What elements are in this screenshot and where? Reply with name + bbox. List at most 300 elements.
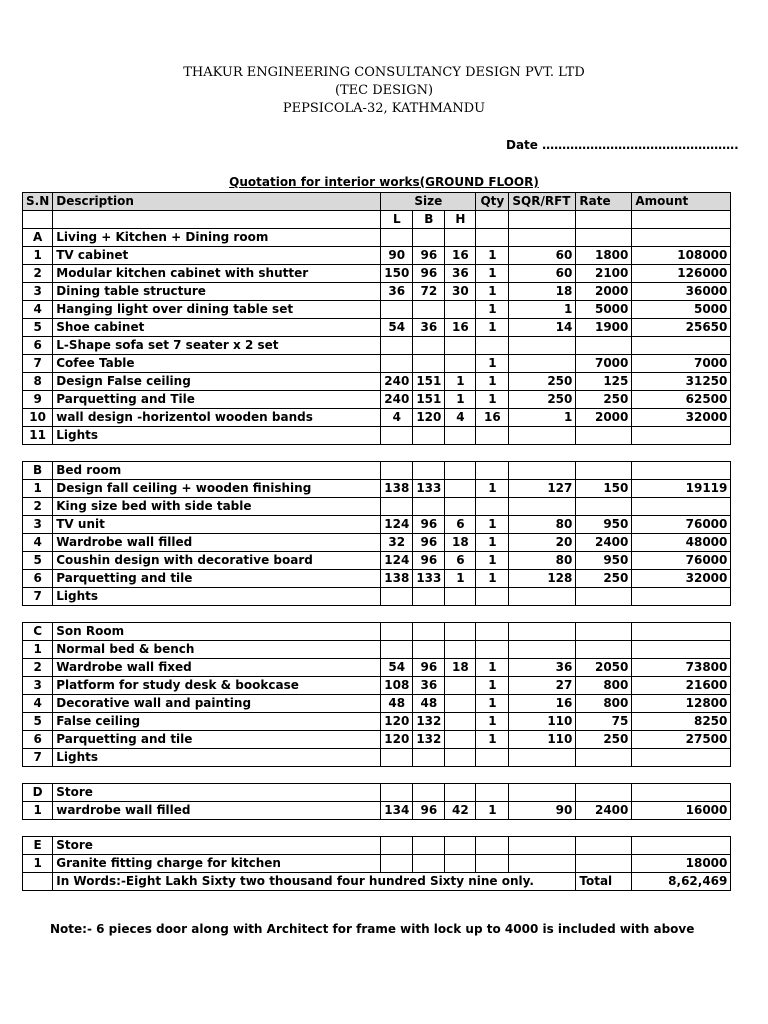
size-length [381, 301, 413, 319]
company-name: THAKUR ENGINEERING CONSULTANCY DESIGN PVT. LTD [183, 65, 585, 80]
item-description: Decorative wall and painting [53, 695, 381, 713]
total-label: Total [576, 873, 632, 891]
size-height [445, 749, 476, 767]
quantity: 1 [476, 373, 509, 391]
size-height [445, 588, 476, 606]
size-height [445, 301, 476, 319]
table-row [23, 731, 731, 749]
amount: 62500 [632, 391, 731, 409]
serial-number: 1 [23, 480, 53, 498]
amount: 18000 [632, 855, 731, 873]
amount: 12800 [632, 695, 731, 713]
table-row [23, 319, 731, 337]
rate: 950 [576, 552, 632, 570]
quantity [476, 641, 509, 659]
size-height: 1 [445, 373, 476, 391]
quantity [476, 749, 509, 767]
section-letter: A [23, 229, 53, 247]
size-length: 120 [381, 731, 413, 749]
item-description: Modular kitchen cabinet with shutter [53, 265, 381, 283]
size-breadth: 132 [413, 713, 445, 731]
quantity: 1 [476, 570, 509, 588]
amount: 32000 [632, 570, 731, 588]
table-body [23, 229, 731, 891]
size-length: 36 [381, 283, 413, 301]
item-description: Lights [53, 749, 381, 767]
table-row [23, 265, 731, 283]
size-breadth: 96 [413, 552, 445, 570]
size-height [445, 498, 476, 516]
item-description: Parquetting and Tile [53, 391, 381, 409]
size-breadth [413, 498, 445, 516]
size-height [445, 855, 476, 873]
size-length: 150 [381, 265, 413, 283]
size-height [445, 427, 476, 445]
sqr-rft: 250 [509, 373, 576, 391]
size-length: 124 [381, 516, 413, 534]
size-height [445, 713, 476, 731]
size-height: 30 [445, 283, 476, 301]
serial-number: 5 [23, 319, 53, 337]
rate: 2050 [576, 659, 632, 677]
table-row [23, 247, 731, 265]
quantity: 1 [476, 659, 509, 677]
size-height: 1 [445, 391, 476, 409]
size-breadth [413, 588, 445, 606]
spacer-row [23, 767, 731, 784]
item-description: Shoe cabinet [53, 319, 381, 337]
rate [576, 337, 632, 355]
table-row [23, 498, 731, 516]
section-title: Son Room [53, 623, 381, 641]
size-height [445, 731, 476, 749]
col-header-length: L [381, 211, 413, 229]
size-height: 6 [445, 516, 476, 534]
rate: 800 [576, 695, 632, 713]
size-breadth: 151 [413, 391, 445, 409]
size-breadth: 96 [413, 516, 445, 534]
size-length: 138 [381, 570, 413, 588]
section-letter: C [23, 623, 53, 641]
rate: 1900 [576, 319, 632, 337]
rate: 2100 [576, 265, 632, 283]
sqr-rft: 14 [509, 319, 576, 337]
size-length: 120 [381, 713, 413, 731]
amount: 108000 [632, 247, 731, 265]
quantity: 1 [476, 695, 509, 713]
amount: 73800 [632, 659, 731, 677]
item-description: Cofee Table [53, 355, 381, 373]
item-description: Design False ceiling [53, 373, 381, 391]
size-breadth: 151 [413, 373, 445, 391]
table-row [23, 409, 731, 427]
item-description: King size bed with side table [53, 498, 381, 516]
date-label: Date …………………………………………. [506, 138, 739, 152]
item-description: Coushin design with decorative board [53, 552, 381, 570]
size-length [381, 427, 413, 445]
quantity: 1 [476, 534, 509, 552]
item-description: Parquetting and tile [53, 731, 381, 749]
sqr-rft: 127 [509, 480, 576, 498]
table-row [23, 659, 731, 677]
table-row [23, 695, 731, 713]
rate: 2400 [576, 534, 632, 552]
section-title: Store [53, 784, 381, 802]
table-row [23, 355, 731, 373]
amount: 48000 [632, 534, 731, 552]
size-height: 18 [445, 659, 476, 677]
rate: 125 [576, 373, 632, 391]
amount: 31250 [632, 373, 731, 391]
col-header-sn: S.N [23, 193, 53, 211]
item-description: L-Shape sofa set 7 seater x 2 set [53, 337, 381, 355]
size-length [381, 641, 413, 659]
total-amount: 8,62,469 [632, 873, 731, 891]
sqr-rft [509, 355, 576, 373]
rate [576, 749, 632, 767]
company-address: PEPSICOLA-32, KATHMANDU [282, 101, 486, 116]
section-letter: E [23, 837, 53, 855]
table-row [23, 516, 731, 534]
section-title: Store [53, 837, 381, 855]
quantity: 1 [476, 713, 509, 731]
company-short-name: (TEC DESIGN) [334, 83, 434, 98]
size-length [381, 749, 413, 767]
amount: 76000 [632, 516, 731, 534]
rate: 2000 [576, 409, 632, 427]
size-length: 240 [381, 391, 413, 409]
rate [576, 641, 632, 659]
col-header-description: Description [53, 193, 381, 211]
amount: 25650 [632, 319, 731, 337]
spacer-row [23, 820, 731, 837]
sqr-rft: 16 [509, 695, 576, 713]
size-length: 54 [381, 659, 413, 677]
table-row [23, 427, 731, 445]
size-length: 32 [381, 534, 413, 552]
quantity: 1 [476, 802, 509, 820]
item-description: wardrobe wall filled [53, 802, 381, 820]
amount [632, 427, 731, 445]
serial-number: 6 [23, 731, 53, 749]
table-row [23, 713, 731, 731]
quantity: 1 [476, 355, 509, 373]
sqr-rft: 80 [509, 552, 576, 570]
amount: 27500 [632, 731, 731, 749]
serial-number: 6 [23, 337, 53, 355]
col-header-height: H [445, 211, 476, 229]
size-breadth: 96 [413, 265, 445, 283]
serial-number: 1 [23, 802, 53, 820]
size-height [445, 337, 476, 355]
sqr-rft [509, 588, 576, 606]
size-length: 138 [381, 480, 413, 498]
rate [576, 427, 632, 445]
size-breadth [413, 427, 445, 445]
sqr-rft: 110 [509, 713, 576, 731]
serial-number: 10 [23, 409, 53, 427]
rate: 250 [576, 391, 632, 409]
total-row [23, 873, 731, 891]
item-description: Parquetting and tile [53, 570, 381, 588]
amount: 126000 [632, 265, 731, 283]
rate [576, 855, 632, 873]
item-description: Granite fitting charge for kitchen [53, 855, 381, 873]
spacer-row [23, 606, 731, 623]
size-breadth: 48 [413, 695, 445, 713]
item-description: Normal bed & bench [53, 641, 381, 659]
serial-number: 6 [23, 570, 53, 588]
serial-number: 8 [23, 373, 53, 391]
size-length: 4 [381, 409, 413, 427]
table-row [23, 570, 731, 588]
rate: 150 [576, 480, 632, 498]
size-length: 90 [381, 247, 413, 265]
col-header-sqr-rft: SQR/RFT [509, 193, 576, 211]
sqr-rft: 128 [509, 570, 576, 588]
serial-number: 4 [23, 695, 53, 713]
serial-number: 5 [23, 713, 53, 731]
serial-number: 3 [23, 516, 53, 534]
sqr-rft [509, 337, 576, 355]
serial-number: 1 [23, 855, 53, 873]
serial-number: 1 [23, 247, 53, 265]
sqr-rft: 110 [509, 731, 576, 749]
size-length: 240 [381, 373, 413, 391]
quantity: 1 [476, 677, 509, 695]
col-header-qty: Qty [476, 193, 509, 211]
serial-number: 2 [23, 265, 53, 283]
section-row [23, 462, 731, 480]
sqr-rft [509, 427, 576, 445]
size-height: 36 [445, 265, 476, 283]
item-description: Lights [53, 427, 381, 445]
serial-number: 4 [23, 301, 53, 319]
size-breadth [413, 749, 445, 767]
sqr-rft [509, 498, 576, 516]
section-title: Living + Kitchen + Dining room [53, 229, 381, 247]
serial-number: 1 [23, 641, 53, 659]
section-letter: B [23, 462, 53, 480]
table-row [23, 283, 731, 301]
table-row [23, 552, 731, 570]
rate: 75 [576, 713, 632, 731]
quantity [476, 427, 509, 445]
quantity: 1 [476, 552, 509, 570]
size-breadth [413, 641, 445, 659]
size-breadth: 36 [413, 319, 445, 337]
serial-number: 2 [23, 498, 53, 516]
size-height: 4 [445, 409, 476, 427]
sqr-rft: 18 [509, 283, 576, 301]
sqr-rft: 60 [509, 247, 576, 265]
sqr-rft [509, 749, 576, 767]
rate [576, 588, 632, 606]
amount [632, 749, 731, 767]
section-row [23, 623, 731, 641]
col-header-rate: Rate [576, 193, 632, 211]
quantity: 1 [476, 480, 509, 498]
amount: 5000 [632, 301, 731, 319]
size-breadth: 132 [413, 731, 445, 749]
col-header-breadth: B [413, 211, 445, 229]
sqr-rft [509, 855, 576, 873]
size-breadth: 133 [413, 570, 445, 588]
sqr-rft: 36 [509, 659, 576, 677]
size-breadth: 96 [413, 247, 445, 265]
table-row [23, 855, 731, 873]
serial-number: 7 [23, 588, 53, 606]
size-height [445, 695, 476, 713]
size-length [381, 337, 413, 355]
size-breadth [413, 301, 445, 319]
sqr-rft: 250 [509, 391, 576, 409]
amount [632, 588, 731, 606]
item-description: TV unit [53, 516, 381, 534]
item-description: Lights [53, 588, 381, 606]
table-row [23, 749, 731, 767]
rate: 7000 [576, 355, 632, 373]
quantity: 16 [476, 409, 509, 427]
size-breadth: 96 [413, 534, 445, 552]
amount-in-words: In Words:-Eight Lakh Sixty two thousand four hundred Sixty nine only. [53, 873, 576, 891]
size-breadth [413, 355, 445, 373]
quantity: 1 [476, 283, 509, 301]
size-length [381, 855, 413, 873]
item-description: Wardrobe wall filled [53, 534, 381, 552]
size-length: 54 [381, 319, 413, 337]
rate [576, 498, 632, 516]
quantity: 1 [476, 265, 509, 283]
sqr-rft: 1 [509, 301, 576, 319]
size-height: 42 [445, 802, 476, 820]
size-length [381, 355, 413, 373]
quantity: 1 [476, 516, 509, 534]
size-height [445, 641, 476, 659]
size-length [381, 498, 413, 516]
table-row [23, 641, 731, 659]
spacer-row [23, 445, 731, 462]
table-row [23, 480, 731, 498]
rate: 2400 [576, 802, 632, 820]
quotation-title: Quotation for interior works(GROUND FLOOR) [229, 175, 539, 189]
size-breadth: 133 [413, 480, 445, 498]
item-description: False ceiling [53, 713, 381, 731]
amount [632, 498, 731, 516]
sqr-rft: 1 [509, 409, 576, 427]
item-description: Dining table structure [53, 283, 381, 301]
section-row [23, 784, 731, 802]
item-description: Platform for study desk & bookcase [53, 677, 381, 695]
table-row [23, 802, 731, 820]
sqr-rft: 27 [509, 677, 576, 695]
size-length: 134 [381, 802, 413, 820]
amount: 32000 [632, 409, 731, 427]
rate: 5000 [576, 301, 632, 319]
serial-number: 3 [23, 677, 53, 695]
quantity: 1 [476, 247, 509, 265]
table-row [23, 301, 731, 319]
amount: 19119 [632, 480, 731, 498]
table-row [23, 534, 731, 552]
quantity: 1 [476, 301, 509, 319]
size-height: 16 [445, 247, 476, 265]
sqr-rft: 60 [509, 265, 576, 283]
rate: 950 [576, 516, 632, 534]
serial-number: 2 [23, 659, 53, 677]
sqr-rft: 20 [509, 534, 576, 552]
size-breadth [413, 337, 445, 355]
table-row [23, 588, 731, 606]
item-description: wall design -horizentol wooden bands [53, 409, 381, 427]
note-text: Note:- 6 pieces door along with Architect for frame with lock up to 4000 is included with above [50, 922, 695, 936]
size-breadth: 72 [413, 283, 445, 301]
amount: 16000 [632, 802, 731, 820]
size-height: 18 [445, 534, 476, 552]
sqr-rft: 80 [509, 516, 576, 534]
size-length: 108 [381, 677, 413, 695]
amount: 76000 [632, 552, 731, 570]
table-subheader-row [23, 211, 731, 229]
size-height [445, 355, 476, 373]
quantity: 1 [476, 319, 509, 337]
quantity: 1 [476, 391, 509, 409]
rate: 800 [576, 677, 632, 695]
section-row [23, 229, 731, 247]
serial-number: 7 [23, 355, 53, 373]
serial-number: 11 [23, 427, 53, 445]
amount: 21600 [632, 677, 731, 695]
quantity [476, 588, 509, 606]
quantity [476, 498, 509, 516]
quotation-table [22, 192, 731, 891]
section-letter: D [23, 784, 53, 802]
quantity [476, 337, 509, 355]
serial-number: 5 [23, 552, 53, 570]
size-breadth [413, 855, 445, 873]
section-title: Bed room [53, 462, 381, 480]
item-description: Hanging light over dining table set [53, 301, 381, 319]
size-breadth: 36 [413, 677, 445, 695]
item-description: Design fall ceiling + wooden finishing [53, 480, 381, 498]
size-height: 16 [445, 319, 476, 337]
size-length: 124 [381, 552, 413, 570]
sqr-rft [509, 641, 576, 659]
item-description: Wardrobe wall fixed [53, 659, 381, 677]
amount: 7000 [632, 355, 731, 373]
quantity: 1 [476, 731, 509, 749]
table-header-row [23, 193, 731, 211]
amount [632, 337, 731, 355]
col-header-size: Size [381, 193, 476, 211]
size-height: 1 [445, 570, 476, 588]
amount: 8250 [632, 713, 731, 731]
amount [632, 641, 731, 659]
rate: 1800 [576, 247, 632, 265]
table-row [23, 677, 731, 695]
size-length [381, 588, 413, 606]
size-length: 48 [381, 695, 413, 713]
serial-number: 9 [23, 391, 53, 409]
rate: 2000 [576, 283, 632, 301]
size-breadth: 96 [413, 659, 445, 677]
size-breadth: 120 [413, 409, 445, 427]
item-description: TV cabinet [53, 247, 381, 265]
col-header-amount: Amount [632, 193, 731, 211]
rate: 250 [576, 731, 632, 749]
size-height [445, 677, 476, 695]
sqr-rft: 90 [509, 802, 576, 820]
